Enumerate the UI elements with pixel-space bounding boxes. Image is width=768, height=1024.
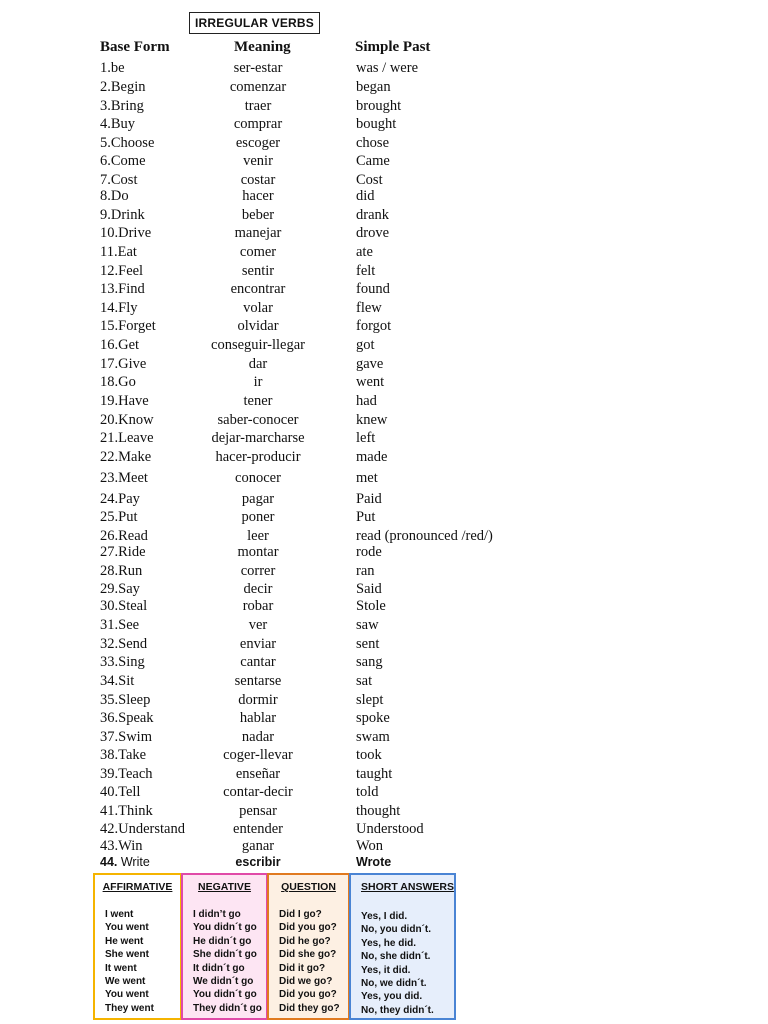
verb-row — [0, 508, 768, 526]
verb-base-form: 21.Leave — [100, 430, 154, 446]
verb-meaning: pagar — [241, 491, 275, 507]
list-item: No, we didn´t. — [361, 977, 427, 989]
verb-simple-past: Won — [356, 838, 384, 854]
verb-simple-past: felt — [356, 263, 376, 279]
verb-row — [0, 672, 768, 690]
verb-simple-past: began — [356, 79, 391, 95]
verb-meaning: volar — [243, 300, 273, 316]
verb-number: 44. — [100, 855, 118, 869]
verb-simple-past: chose — [356, 135, 390, 151]
verb-base-form: 34.Sit — [100, 673, 135, 689]
list-item: It didn´t go — [193, 962, 245, 974]
verb-row — [0, 709, 768, 727]
list-item: They went — [105, 1002, 154, 1014]
verb-base-form: 18.Go — [100, 374, 136, 390]
verb-base-form: 41.Think — [100, 803, 153, 819]
verb-base-form: 28.Run — [100, 563, 143, 579]
verb-meaning: cantar — [240, 654, 276, 670]
list-item: I didn’t go — [193, 909, 241, 920]
verb-base-form: 15.Forget — [100, 318, 156, 334]
list-item: She went — [105, 949, 149, 961]
verb-base-form: 27.Ride — [100, 544, 146, 560]
verb-simple-past: swam — [356, 729, 390, 745]
list-item: Did he go? — [279, 935, 331, 947]
verb-simple-past: sent — [356, 636, 380, 652]
verb-simple-past: slept — [356, 692, 384, 708]
list-item: You went — [105, 922, 149, 934]
verb-simple-past: Paid — [356, 491, 382, 507]
list-item: Yes, he did. — [361, 937, 417, 949]
verb-meaning: conseguir-llegar — [211, 337, 305, 353]
affirmative-list — [105, 908, 154, 1015]
verb-meaning: ver — [248, 617, 268, 633]
short-answers-box — [349, 873, 456, 1020]
verb-simple-past: was / were — [356, 60, 419, 76]
verb-base-form: 35.Sleep — [100, 692, 151, 708]
verb-meaning: tener — [243, 393, 273, 409]
page-title: IRREGULAR VERBS — [189, 12, 320, 34]
verb-base-form: 2.Begin — [100, 79, 146, 95]
verb-meaning: enviar — [239, 636, 277, 652]
verb-base-form: 10.Drive — [100, 225, 152, 241]
verb-simple-past: did — [356, 188, 375, 204]
verb-base-form: 32.Send — [100, 636, 148, 652]
list-item: Did you go? — [279, 989, 337, 1001]
affirmative-heading: AFFIRMATIVE — [102, 881, 173, 893]
verb-meaning: montar — [237, 544, 279, 560]
verb-row — [0, 429, 768, 447]
verb-meaning: nadar — [241, 729, 275, 745]
verb-row — [0, 448, 768, 466]
verb-row — [0, 206, 768, 224]
verb-base-form: 43.Win — [100, 838, 143, 854]
verb-row — [0, 115, 768, 133]
verb-base-form — [100, 853, 150, 871]
verb-simple-past: thought — [356, 803, 401, 819]
list-item: Did they go? — [279, 1002, 340, 1014]
list-item: Did we go? — [279, 975, 333, 987]
verb-simple-past: took — [356, 747, 382, 763]
verb-meaning: manejar — [234, 225, 282, 241]
verb-meaning: enseñar — [235, 766, 281, 782]
question-heading: QUESTION — [281, 881, 336, 893]
verb-meaning: comenzar — [229, 79, 287, 95]
verb-row — [0, 152, 768, 170]
verb-base-form: 14.Fly — [100, 300, 138, 316]
list-item: You didn´t go — [193, 989, 257, 1001]
verb-simple-past: read (pronounced /red/) — [356, 528, 493, 544]
verb-base-form: 1.be — [100, 60, 125, 76]
verb-base-form: 24.Pay — [100, 491, 140, 507]
verb-base-form: 37.Swim — [100, 729, 152, 745]
list-item: Did she go? — [279, 949, 337, 961]
negative-box — [181, 873, 268, 1020]
verb-base-form: 9.Drink — [100, 207, 145, 223]
list-item: Yes, you did. — [361, 991, 423, 1003]
verb-simple-past: Said — [356, 581, 382, 597]
verb-meaning: venir — [243, 153, 273, 169]
verb-row — [0, 562, 768, 580]
verb-meaning: conocer — [235, 470, 281, 486]
verb-simple-past: got — [356, 337, 375, 353]
verb-base-form: 31.See — [100, 617, 140, 633]
header-meaning: Meaning — [234, 39, 291, 55]
list-item: She didn´t go — [193, 949, 257, 961]
verb-row — [0, 616, 768, 634]
verb-row — [0, 243, 768, 261]
list-item: He didn´t go — [193, 935, 252, 947]
list-item: They didn´t go — [193, 1002, 262, 1014]
verb-meaning: coger-llevar — [223, 747, 293, 763]
verb-simple-past: gave — [356, 356, 384, 372]
verb-row — [0, 691, 768, 709]
verb-simple-past: bought — [356, 116, 397, 132]
verb-row — [0, 317, 768, 335]
verb-row — [0, 490, 768, 508]
verb-meaning: dormir — [238, 692, 278, 708]
verb-meaning: sentir — [241, 263, 275, 279]
verb-simple-past: went — [356, 374, 385, 390]
verb-meaning: comprar — [233, 116, 283, 132]
verb-row — [0, 543, 768, 561]
verb-simple-past: drove — [356, 225, 390, 241]
list-item: It went — [105, 962, 137, 974]
list-item: We didn´t go — [193, 975, 254, 987]
verb-meaning: correr — [240, 563, 276, 579]
verb-base-form: 25.Put — [100, 509, 138, 525]
verb-meaning: costar — [240, 172, 276, 188]
verb-simple-past: knew — [356, 412, 388, 428]
verb-base-form: 26.Read — [100, 528, 148, 544]
verb-simple-past: sat — [356, 673, 373, 689]
verb-base-form: 19.Have — [100, 393, 149, 409]
verb-row — [0, 802, 768, 820]
verb-meaning: pensar — [239, 803, 277, 819]
list-item: I went — [105, 909, 134, 920]
verb-base-form: 7.Cost — [100, 172, 138, 188]
verb-meaning: encontrar — [230, 281, 286, 297]
verb-simple-past: ran — [356, 563, 375, 579]
verb-base-form: 29.Say — [100, 581, 140, 597]
verb-meaning: hacer-producir — [215, 449, 301, 465]
verb-meaning: poner — [241, 509, 275, 525]
verb-row — [0, 59, 768, 77]
verb-base-form: 20.Know — [100, 412, 154, 428]
verb-simple-past: Put — [356, 509, 376, 525]
list-item: You didn´t go — [193, 922, 257, 934]
verb-simple-past: Wrote — [356, 855, 392, 869]
verb-row — [0, 224, 768, 242]
verb-meaning: ser-estar — [233, 60, 283, 76]
verb-base-form: 16.Get — [100, 337, 140, 353]
list-item: Did I go? — [279, 909, 322, 920]
question-box — [267, 873, 350, 1020]
list-item: No, they didn´t. — [361, 1004, 434, 1016]
verb-base-form: 39.Teach — [100, 766, 153, 782]
verb-base-form: 33.Sing — [100, 654, 145, 670]
verb-row — [0, 820, 768, 838]
verb-base-form: 38.Take — [100, 747, 147, 763]
verb-base-form: 3.Bring — [100, 98, 144, 114]
verb-row — [0, 373, 768, 391]
verb-base-form: 13.Find — [100, 281, 145, 297]
verb-meaning: ganar — [241, 838, 275, 854]
verb-meaning: decir — [243, 581, 273, 597]
list-item: He went — [105, 935, 144, 947]
verb-row — [0, 783, 768, 801]
header-simple-past: Simple Past — [355, 39, 431, 55]
verb-simple-past: Came — [356, 153, 390, 169]
verb-meaning: ir — [253, 374, 263, 390]
verb-simple-past: taught — [356, 766, 393, 782]
verb-simple-past: found — [356, 281, 390, 297]
list-item: Yes, it did. — [361, 964, 411, 976]
verb-base-form: 23.Meet — [100, 470, 148, 486]
verb-simple-past: ate — [356, 244, 373, 260]
verb-row — [0, 299, 768, 317]
verb-meaning: leer — [247, 528, 269, 544]
verb-meaning: dejar-marcharse — [211, 430, 305, 446]
verb-base-form: 4.Buy — [100, 116, 136, 132]
verb-simple-past: Understood — [356, 821, 424, 837]
verb-simple-past: Cost — [356, 172, 383, 188]
verb-base-form: 40.Tell — [100, 784, 141, 800]
verb-simple-past: told — [356, 784, 379, 800]
verb-meaning: entender — [233, 821, 283, 837]
verb-meaning: hablar — [239, 710, 277, 726]
verb-simple-past: saw — [356, 617, 379, 633]
verb-meaning: robar — [242, 598, 274, 614]
verb-row — [0, 187, 768, 205]
verb-row — [0, 134, 768, 152]
verb-row — [0, 411, 768, 429]
verb-simple-past: spoke — [356, 710, 390, 726]
verb-base-form: 5.Choose — [100, 135, 155, 151]
verb-meaning: hacer — [242, 188, 274, 204]
verb-row — [0, 262, 768, 280]
list-item: Yes, I did. — [361, 911, 408, 922]
verb-simple-past: Stole — [356, 598, 386, 614]
header-base-form: Base Form — [100, 39, 170, 55]
verb-base-form: 6.Come — [100, 153, 146, 169]
verb-meaning: olvidar — [237, 318, 279, 334]
list-item: You went — [105, 989, 149, 1001]
verb-simple-past: had — [356, 393, 377, 409]
verb-row — [0, 597, 768, 615]
verb-row — [0, 392, 768, 410]
verb-row — [0, 746, 768, 764]
short-answers-list — [361, 910, 434, 1017]
verb-simple-past: brought — [356, 98, 402, 114]
verb-row — [0, 653, 768, 671]
verb-meaning: comer — [239, 244, 277, 260]
verb-base-text: Write — [117, 855, 150, 869]
verb-meaning: contar-decir — [223, 784, 293, 800]
verb-row — [0, 728, 768, 746]
verb-row — [0, 635, 768, 653]
verb-base-form: 12.Feel — [100, 263, 144, 279]
verb-base-form: 22.Make — [100, 449, 152, 465]
verb-simple-past: sang — [356, 654, 383, 670]
verb-base-form: 42.Understand — [100, 821, 185, 837]
verb-row — [0, 853, 768, 871]
verb-simple-past: rode — [356, 544, 382, 560]
verb-base-form: 30.Steal — [100, 598, 148, 614]
verb-simple-past: forgot — [356, 318, 392, 334]
verb-meaning: sentarse — [234, 673, 282, 689]
affirmative-box — [93, 873, 182, 1020]
verb-row — [0, 336, 768, 354]
verb-meaning: traer — [244, 98, 272, 114]
negative-heading: NEGATIVE — [198, 881, 251, 893]
verb-simple-past: flew — [356, 300, 382, 316]
verb-row — [0, 765, 768, 783]
verb-row — [0, 469, 768, 487]
verb-row — [0, 580, 768, 598]
verb-simple-past: met — [356, 470, 378, 486]
verb-row — [0, 78, 768, 96]
list-item: No, she didn´t. — [361, 951, 431, 963]
verb-meaning: escribir — [235, 855, 281, 869]
verb-simple-past: made — [356, 449, 388, 465]
verb-row — [0, 280, 768, 298]
question-list — [279, 908, 340, 1015]
verb-base-form: 17.Give — [100, 356, 147, 372]
list-item: No, you didn´t. — [361, 924, 431, 936]
verb-simple-past: drank — [356, 207, 390, 223]
short-answers-heading: SHORT ANSWERS — [361, 881, 454, 893]
list-item: Did you go? — [279, 922, 337, 934]
list-item: Did it go? — [279, 962, 326, 974]
verb-meaning: saber-conocer — [217, 412, 299, 428]
negative-list — [193, 908, 262, 1015]
verb-meaning: dar — [248, 356, 268, 372]
verb-base-form: 36.Speak — [100, 710, 154, 726]
list-item: We went — [105, 975, 146, 987]
verb-row — [0, 355, 768, 373]
verb-meaning: beber — [241, 207, 275, 223]
verb-base-form: 8.Do — [100, 188, 129, 204]
verb-simple-past: left — [356, 430, 376, 446]
verb-row — [0, 97, 768, 115]
verb-base-form: 11.Eat — [100, 244, 137, 260]
verb-meaning: escoger — [235, 135, 281, 151]
